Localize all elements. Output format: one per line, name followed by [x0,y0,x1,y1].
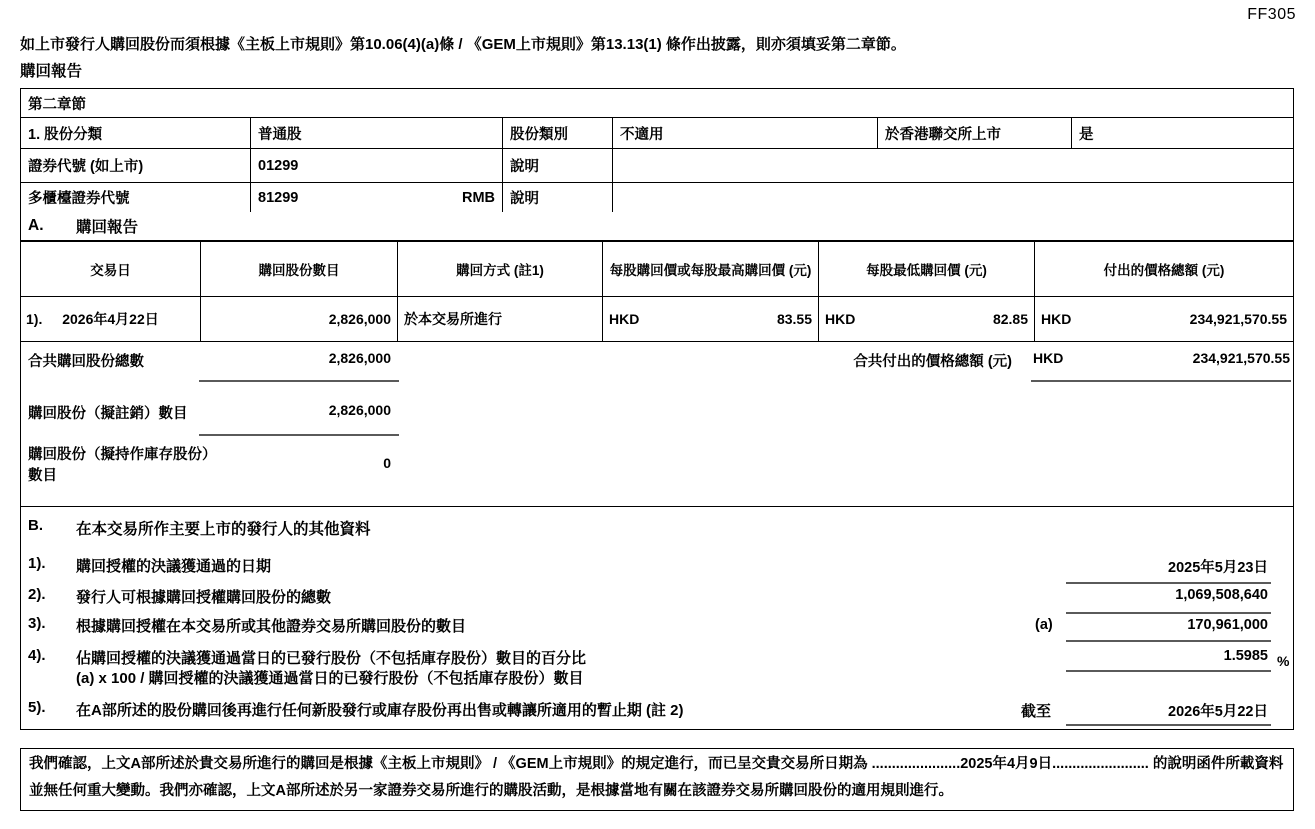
underline [1066,582,1271,584]
share-class-label: 1. 股份分類 [21,118,251,148]
cancel-shares-underline [199,434,399,436]
multi-counter-code-cell [251,183,503,212]
chapter2-title: 第二章節 [21,89,1293,118]
buyback-report-heading: 購回報告 [20,63,83,80]
trade-date-cell [21,297,201,341]
col-header-trade-date: 交易日 [21,242,201,296]
authorization-date-label: 購回授權的決議獲通過的日期 [76,558,272,575]
underline [1066,640,1271,642]
row-number: 3). [28,615,46,632]
chapter2-box [20,88,1294,213]
underline [1066,612,1271,614]
treasury-shares-label: 購回股份（擬持作庫存股份）數目 [28,447,217,484]
low-price-value: 82.85 [992,311,1028,327]
until-prefix: 截至 [1021,703,1052,720]
section-b-title: 在本交易所作主要上市的發行人的其他資料 [76,521,371,538]
multi-counter-code-value: 81299 [258,189,299,206]
repurchased-count-value: 170,961,000 [1187,617,1268,633]
col-header-total-paid: 付出的價格總額 (元) [1103,263,1225,278]
row-number: 5). [28,699,46,716]
share-class-value: 普通股 [251,118,503,148]
authorized-total-value: 1,069,508,640 [1175,587,1268,603]
stock-code-label: 證券代號 (如上市) [21,149,251,182]
col-header-low-price: 每股最低購回價 (元) [819,242,1035,296]
remarks2-label: 說明 [503,183,613,212]
row-index: 1). [26,311,43,327]
percentage-value: 1.5985 [1223,648,1268,664]
percentage-label-line1: 佔購回授權的決議獲通過當日的已發行股份（不包括庫存股份）數目的百分比 [76,650,587,667]
section-b-letter: B. [28,517,43,534]
disclosure-intro: 如上市發行人購回股份而須根據《主板上市規則》第10.06(4)(a)條 / 《GEM上市規則》第13.13(1) 條作出披露，則亦須填妥第二章節。 [20,36,906,53]
authorized-total-label: 發行人可根據購回授權購回股份的總數 [76,589,332,606]
total-paid-cell [1035,297,1293,341]
total-shares-value: 2,826,000 [328,350,391,366]
table-row [21,149,1293,183]
shares-value: 2,826,000 [201,297,398,341]
treasury-shares-value: 0 [383,455,391,471]
moratorium-label: 在A部所述的股份購回後再進行任何新股發行或庫存股份再出售或轉讓所適用的暫止期 (註 2) [76,702,684,719]
share-category-label: 股份類別 [503,118,613,148]
total-paid-ccy: HKD [1033,350,1064,366]
table-row [21,183,1293,212]
trade-date-value: 2026年4月22日 [62,311,159,327]
section-a-title-row [21,212,1293,240]
row-number: 1). [28,555,46,572]
multi-counter-currency: RMB [461,189,495,206]
percentage-label-line2: (a) x 100 / 購回授權的決議獲通過當日的已發行股份（不包括庫存股份）數目 [76,670,584,687]
confirmation-text: 我們確認，上文A部所述於貴交易所進行的購回是根據《主板上市規則》 / 《GEM上市規則》的規定進行，而已呈交貴交易所日期為 ......................2025年4月9日........................ 的說明函件所載資料並無任何重大變動。我們亦確認，上文A部所述於另一家證券交易所進行的購股活動，是根據當地有關在該證券交易所購回股份的適用規則進行。 [29,756,1284,799]
form-code: FF305 [1247,6,1296,23]
col-header-method: 購回方式 (註1) [398,242,603,296]
moratorium-date-value: 2026年5月22日 [1168,704,1268,720]
buyback-table-header [21,242,1293,297]
repurchased-count-label: 根據購回授權在本交易所或其他證券交易所購回股份的數目 [76,618,467,635]
col-header-high-price: 每股購回價或每股最高購回價 (元) [603,242,819,296]
section-b-box [20,507,1294,730]
method-value: 於本交易所進行 [398,297,603,341]
table-row [21,118,1293,149]
total-paid-field [1033,350,1290,366]
share-category-value: 不適用 [613,118,878,148]
stock-code-value: 01299 [251,149,503,182]
multi-counter-code-label: 多櫃檯證券代號 [21,183,251,212]
remarks-value [613,149,1293,182]
total-paid-currency: HKD [1041,311,1072,327]
total-shares-label: 合共購回股份總數 [28,354,144,370]
buyback-table [21,240,1293,342]
high-price-value: 83.55 [776,311,812,327]
total-paid-value: 234,921,570.55 [1189,311,1287,327]
row-number: 4). [28,647,46,664]
col-header-shares: 購回股份數目 [201,242,398,296]
cancel-shares-label: 購回股份（擬註銷）數目 [28,406,188,422]
row-number: 2). [28,586,46,603]
total-paid-amount: 234,921,570.55 [1192,350,1290,366]
underline [1066,724,1271,726]
remarks2-value [613,183,1293,212]
section-a-letter: A. [28,217,44,234]
total-paid-label: 合共付出的價格總額 (元) [853,354,1012,370]
section-a-totals [21,342,1293,504]
section-a-title: 購回報告 [76,219,139,236]
underline [1066,670,1271,672]
high-price-currency: HKD [609,311,640,327]
remarks-label: 說明 [503,149,613,182]
section-a-box [20,212,1294,507]
confirmation-box [20,748,1294,811]
percent-sign: % [1277,653,1290,669]
low-price-currency: HKD [825,311,856,327]
high-price-cell [603,297,819,341]
total-paid-underline [1031,380,1291,382]
low-price-cell [819,297,1035,341]
buyback-table-row [21,297,1293,342]
authorization-date-value: 2025年5月23日 [1168,560,1268,576]
total-shares-underline [199,380,399,382]
cancel-shares-value: 2,826,000 [328,402,391,418]
tag-a: (a) [1035,617,1053,633]
hkex-listed-label: 於香港聯交所上市 [878,118,1072,148]
hkex-listed-value: 是 [1079,126,1094,143]
